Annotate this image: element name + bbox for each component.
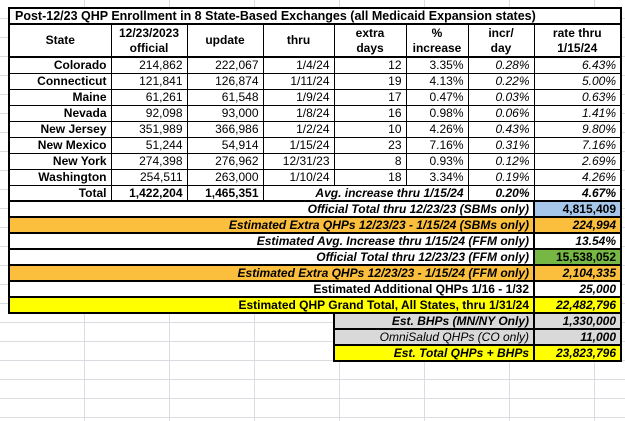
summary-value-cell[interactable]: 25,000 (534, 281, 621, 297)
summary-label-cell[interactable]: Official Total thru 12/23/23 (FFM only) (9, 249, 534, 265)
summary-value-cell[interactable]: 15,538,052 (534, 249, 621, 265)
summary-label-cell[interactable]: Estimated Extra QHPs 12/23/23 - 1/15/24 (SBMs only) (9, 217, 534, 233)
official-cell[interactable]: 214,862 (111, 57, 187, 73)
header-line: % (431, 25, 443, 40)
rate-cell[interactable]: 4.26% (534, 169, 621, 185)
row-new-jersey (9, 121, 621, 137)
state-name-cell[interactable]: Connecticut (9, 73, 111, 89)
header-line: update (205, 33, 245, 47)
summary-row-official-total-sbm (9, 201, 621, 217)
summary-value-cell[interactable]: 224,994 (534, 217, 621, 233)
summary-row-avg-increase-ffm (9, 233, 621, 249)
pct-increase-cell[interactable]: 3.34% (406, 169, 468, 185)
rate-cell[interactable]: 7.16% (534, 137, 621, 153)
incr-day-cell[interactable]: 0.43% (468, 121, 534, 137)
summary-row-additional-qhps (9, 281, 621, 297)
footer-row-bhps (9, 313, 621, 329)
thru-cell[interactable]: 1/8/24 (263, 105, 334, 121)
pct-increase-cell[interactable]: 0.47% (406, 89, 468, 105)
incr-day-cell[interactable]: 0.19% (468, 169, 534, 185)
col-header-official[interactable] (111, 24, 187, 57)
update-cell[interactable]: 93,000 (187, 105, 263, 121)
header-line: official (129, 40, 169, 55)
extra-days-cell[interactable]: 12 (334, 57, 406, 73)
footer-label-cell[interactable]: Est. BHPs (MN/NY Only) (334, 313, 534, 329)
pct-increase-cell[interactable]: 4.26% (406, 121, 468, 137)
state-name-cell[interactable]: Maine (9, 89, 111, 105)
header-line: day (490, 40, 512, 55)
official-cell[interactable]: 51,244 (111, 137, 187, 153)
total-label-cell[interactable]: Total (9, 185, 111, 201)
col-header-incr-day[interactable] (468, 24, 534, 57)
col-header-pct-increase[interactable] (406, 24, 468, 57)
header-line: incr/ (488, 25, 514, 40)
col-header-update[interactable] (187, 24, 263, 57)
official-cell[interactable]: 61,261 (111, 89, 187, 105)
header-line: State (45, 33, 75, 47)
footer-label-cell[interactable]: Est. Total QHPs + BHPs (334, 345, 534, 361)
summary-label-cell[interactable]: Estimated Extra QHPs 12/23/23 - 1/15/24 (FFM only) (9, 265, 534, 281)
summary-row-grand-total (9, 297, 621, 313)
incr-day-cell[interactable]: 0.12% (468, 153, 534, 169)
rate-cell[interactable]: 1.41% (534, 105, 621, 121)
thru-cell[interactable]: 1/4/24 (263, 57, 334, 73)
thru-cell[interactable]: 1/10/24 (263, 169, 334, 185)
state-name-cell[interactable]: Colorado (9, 57, 111, 73)
header-line: increase (412, 40, 462, 55)
update-cell[interactable]: 276,962 (187, 153, 263, 169)
empty-sheet-cell[interactable] (9, 329, 334, 345)
extra-days-cell[interactable]: 10 (334, 121, 406, 137)
state-name-cell[interactable]: Washington (9, 169, 111, 185)
thru-cell[interactable]: 1/9/24 (263, 89, 334, 105)
total-update-cell[interactable]: 1,465,351 (187, 185, 263, 201)
summary-value-cell[interactable]: 22,482,796 (534, 297, 621, 313)
extra-days-cell[interactable]: 18 (334, 169, 406, 185)
extra-days-cell[interactable]: 8 (334, 153, 406, 169)
summary-row-extra-qhps-sbm (9, 217, 621, 233)
summary-label-cell[interactable]: Estimated Avg. Increase thru 1/15/24 (FFM only) (9, 233, 534, 249)
extra-days-cell[interactable]: 23 (334, 137, 406, 153)
pct-increase-cell[interactable]: 7.16% (406, 137, 468, 153)
summary-row-official-total-ffm (9, 249, 621, 265)
sheet-title[interactable]: Post-12/23 QHP Enrollment in 8 State-Based Exchanges (all Medicaid Expansion states) (9, 8, 621, 24)
footer-row-omnisalud (9, 329, 621, 345)
pct-increase-cell[interactable]: 4.13% (406, 73, 468, 89)
update-cell[interactable]: 61,548 (187, 89, 263, 105)
footer-value-cell[interactable]: 1,330,000 (534, 313, 621, 329)
row-washington (9, 169, 621, 185)
state-name-cell[interactable]: New Jersey (9, 121, 111, 137)
state-name-cell[interactable]: New York (9, 153, 111, 169)
incr-day-cell[interactable]: 0.22% (468, 73, 534, 89)
official-cell[interactable]: 121,841 (111, 73, 187, 89)
summary-label-cell[interactable]: Estimated Additional QHPs 1/16 - 1/32 (9, 281, 534, 297)
summary-value-cell[interactable]: 13.54% (534, 233, 621, 249)
state-name-cell[interactable]: Nevada (9, 105, 111, 121)
summary-value-cell[interactable]: 2,104,335 (534, 265, 621, 281)
total-incr-day-cell[interactable]: 0.20% (468, 185, 534, 201)
pct-increase-cell[interactable]: 3.35% (406, 57, 468, 73)
rate-cell[interactable]: 9.80% (534, 121, 621, 137)
incr-day-cell[interactable]: 0.03% (468, 89, 534, 105)
thru-cell[interactable]: 1/2/24 (263, 121, 334, 137)
enrollment-table (8, 7, 622, 362)
header-line: rate thru (552, 25, 602, 40)
thru-cell[interactable]: 12/31/23 (263, 153, 334, 169)
footer-value-cell[interactable]: 23,823,796 (534, 345, 621, 361)
thru-cell[interactable]: 1/11/24 (263, 73, 334, 89)
update-cell[interactable]: 54,914 (187, 137, 263, 153)
official-cell[interactable]: 351,989 (111, 121, 187, 137)
header-line: thru (286, 33, 311, 47)
rate-cell[interactable]: 6.43% (534, 57, 621, 73)
summary-label-cell[interactable]: Official Total thru 12/23/23 (SBMs only) (9, 201, 534, 217)
total-official-cell[interactable]: 1,422,204 (111, 185, 187, 201)
header-row (9, 24, 621, 57)
pct-increase-cell[interactable]: 0.98% (406, 105, 468, 121)
rate-cell[interactable]: 0.63% (534, 89, 621, 105)
header-line: 1/15/24 (557, 40, 598, 55)
update-cell[interactable]: 126,874 (187, 73, 263, 89)
incr-day-cell[interactable]: 0.06% (468, 105, 534, 121)
footer-row-total-qhps-bhps (9, 345, 621, 361)
rate-cell[interactable]: 2.69% (534, 153, 621, 169)
extra-days-cell[interactable]: 17 (334, 89, 406, 105)
header-line: days (356, 40, 384, 55)
incr-day-cell[interactable]: 0.31% (468, 137, 534, 153)
summary-row-extra-qhps-ffm (9, 265, 621, 281)
total-rate-cell[interactable]: 4.67% (534, 185, 621, 201)
empty-sheet-cell[interactable] (9, 313, 334, 329)
col-header-state[interactable] (9, 24, 111, 57)
state-name-cell[interactable]: New Mexico (9, 137, 111, 153)
empty-sheet-cell[interactable] (9, 345, 334, 361)
avg-increase-label-cell[interactable]: Avg. increase thru 1/15/24 (263, 185, 468, 201)
footer-value-cell[interactable]: 11,000 (534, 329, 621, 345)
summary-label-cell[interactable]: Estimated QHP Grand Total, All States, thru 1/31/24 (9, 297, 534, 313)
row-nevada (9, 105, 621, 121)
incr-day-cell[interactable]: 0.28% (468, 57, 534, 73)
official-cell[interactable]: 92,098 (111, 105, 187, 121)
total-row (9, 185, 621, 201)
header-line: 12/23/2023 (118, 25, 180, 40)
thru-cell[interactable]: 1/15/24 (263, 137, 334, 153)
header-line: extra (355, 25, 385, 40)
row-connecticut (9, 73, 621, 89)
footer-label-cell[interactable]: OmniSalud QHPs (CO only) (334, 329, 534, 345)
update-cell[interactable]: 366,986 (187, 121, 263, 137)
rate-cell[interactable]: 5.00% (534, 73, 621, 89)
official-cell[interactable]: 254,511 (111, 169, 187, 185)
extra-days-cell[interactable]: 16 (334, 105, 406, 121)
col-header-thru[interactable] (263, 24, 334, 57)
summary-value-cell[interactable]: 4,815,409 (534, 201, 621, 217)
row-new-york (9, 153, 621, 169)
row-maine (9, 89, 621, 105)
row-colorado (9, 57, 621, 73)
update-cell[interactable]: 263,000 (187, 169, 263, 185)
update-cell[interactable]: 222,067 (187, 57, 263, 73)
official-cell[interactable]: 274,398 (111, 153, 187, 169)
extra-days-cell[interactable]: 19 (334, 73, 406, 89)
title-row (9, 8, 621, 24)
pct-increase-cell[interactable]: 0.93% (406, 153, 468, 169)
col-header-extra-days[interactable] (334, 24, 406, 57)
row-new-mexico (9, 137, 621, 153)
col-header-rate-thru[interactable] (534, 24, 621, 57)
